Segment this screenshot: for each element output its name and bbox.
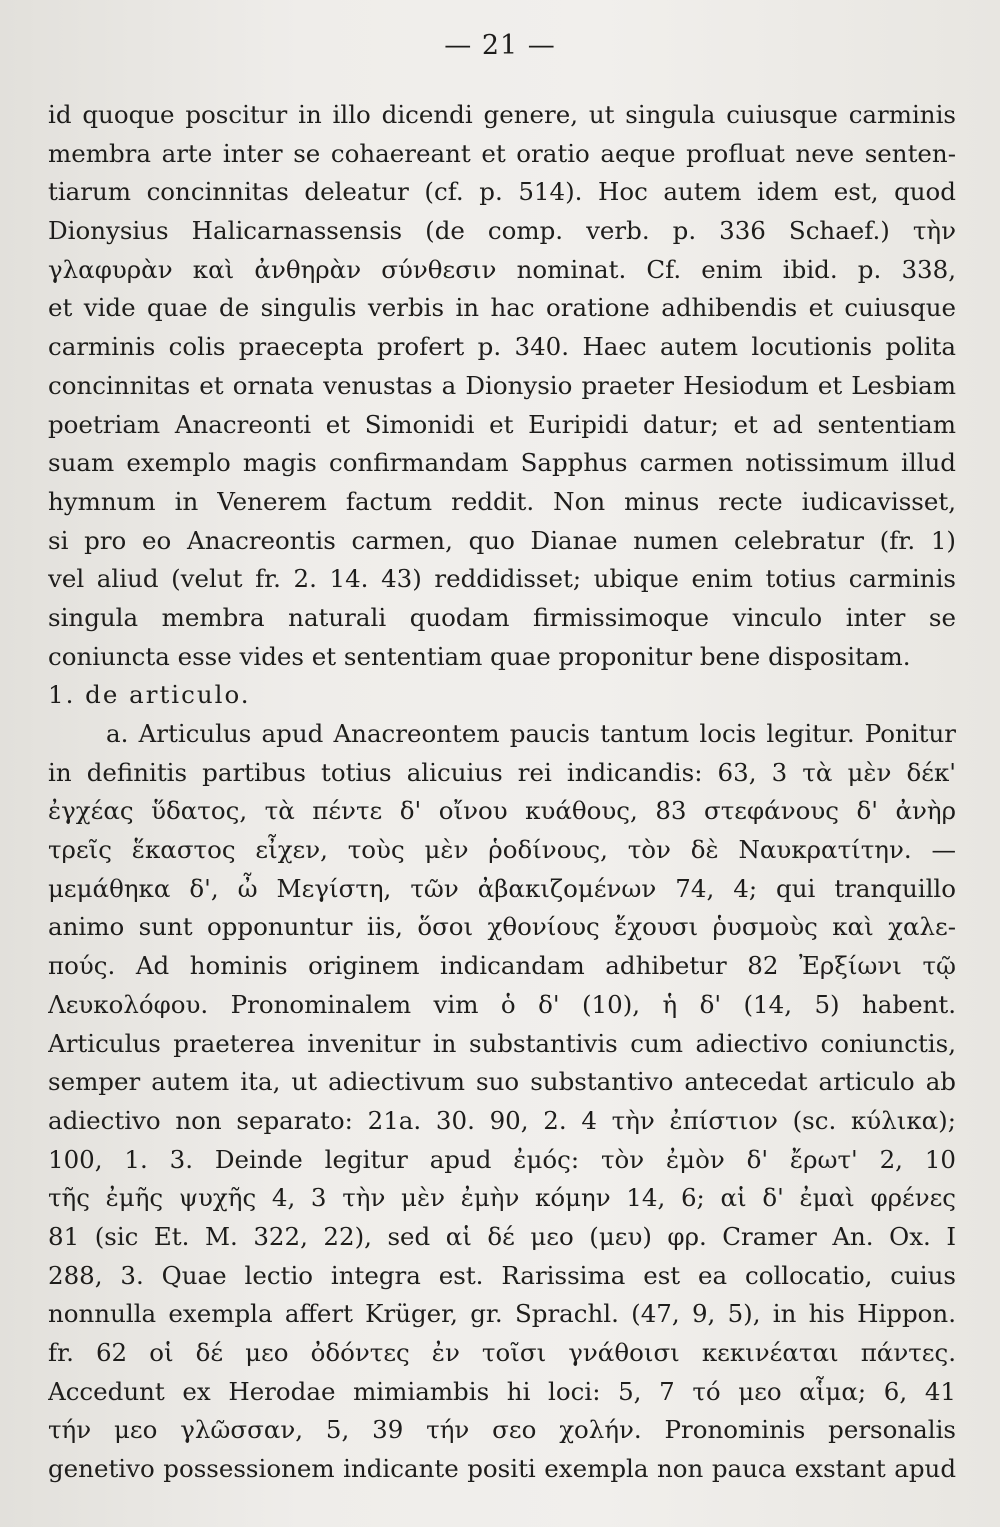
text-line: membra arte inter se cohaereant et oratio aeque profluat neve senten- [48, 138, 956, 168]
text-line: Articulus praeterea invenitur in substantivis cum adiectivo coniunctis, [48, 1028, 956, 1058]
text-line: si pro eo Anacreontis carmen, quo Dianae numen celebratur (fr. 1) [48, 525, 956, 555]
text-line: vel aliud (velut fr. 2. 14. 43) reddidisset; ubique enim totius carminis [48, 564, 956, 594]
text-line: Λευκολόφου. Pronominalem vim ὁ δ' (10), ἡ δ' (14, 5) habent. [48, 989, 956, 1019]
text-line: τῆς ἐμῆς ψυχῆς 4, 3 τὴν μὲν ἐμὴν κόμην 14, 6; αἱ δ' ἐμαὶ φρένες [48, 1183, 956, 1213]
text-line: poetriam Anacreonti et Simonidi et Euripidi datur; et ad sententiam [48, 409, 956, 439]
text-line: nonnulla exempla affert Krüger, gr. Sprachl. (47, 9, 5), in his Hippon. [48, 1299, 956, 1329]
text-line: γλαφυρὰν καὶ ἀνθηρὰν σύνθεσιν nominat. Cf. enim ibid. p. 338, [48, 254, 956, 284]
text-line: tiarum concinnitas deleatur (cf. p. 514). Hoc autem idem est, quod [48, 177, 956, 207]
text-line: πούς. Ad hominis originem indicandam adhibetur 82 Ἐρξίωνι τῷ [48, 951, 956, 981]
text-line: coniuncta esse vides et sententiam quae proponitur bene dispositam. [48, 641, 911, 671]
text-line: a. Articulus apud Anacreontem paucis tantum locis legitur. Ponitur [106, 719, 956, 748]
text-line: hymnum in Venerem factum reddit. Non minus recte iudicavisset, [48, 486, 956, 516]
text-line: fr. 62 οἱ δέ μεο ὀδόντες ἐν τοῖσι γνάθοισι κεκινέαται πάντες. [48, 1338, 956, 1367]
text-line: genetivo possessionem indicante positi exempla non pauca exstant apud [48, 1454, 956, 1484]
section-heading: 1. de articulo. [48, 680, 251, 710]
page-number: — 21 — [444, 30, 556, 61]
text-line: animo sunt opponuntur iis, ὅσοι χθονίους ἔχουσι ῥυσμοὺς καὶ χαλε- [48, 912, 956, 942]
text-line: singula membra naturali quodam firmissimoque vinculo inter se [48, 602, 956, 632]
text-line: id quoque poscitur in illo dicendi genere, ut singula cuiusque carminis [48, 100, 956, 129]
text-line: μεμάθηκα δ', ὦ Μεγίστη, τῶν ἀβακιζομένων 74, 4; qui tranquillo [48, 873, 956, 903]
text-line: carminis colis praecepta profert p. 340. Haec autem locutionis polita [48, 332, 956, 362]
text-line: ἐγχέας ὕδατος, τὰ πέντε δ' οἴνου κυάθους, 83 στεφάνους δ' ἀνὴρ [48, 796, 956, 826]
text-line: concinnitas et ornata venustas a Dionysio praeter Hesiodum et Lesbiam [48, 370, 956, 400]
text-line: Accedunt ex Herodae mimiambis hi loci: 5, 7 τό μεο αἷμα; 6, 41 [48, 1376, 956, 1406]
text-line: τρεῖς ἕκαστος εἶχεν, τοὺς μὲν ῥοδίνους, τὸν δὲ Ναυκρατίτην. — [48, 835, 956, 865]
text-line: 100, 1. 3. Deinde legitur apud ἐμός: τὸν ἐμὸν δ' ἔρωτ' 2, 10 [48, 1144, 956, 1174]
body-text [48, 96, 956, 1489]
text-line: 288, 3. Quae lectio integra est. Rarissima est ea collocatio, cuius [48, 1260, 956, 1290]
text-line: in definitis partibus totius alicuius rei indicandis: 63, 3 τὰ μὲν δέκ' [48, 757, 956, 787]
text-line: suam exemplo magis confirmandam Sapphus carmen notissimum illud [48, 448, 956, 478]
text-line: et vide quae de singulis verbis in hac oratione adhibendis et cuiusque [48, 293, 956, 323]
text-line: τήν μεο γλῶσσαν, 5, 39 τήν σεο χολήν. Pronominis personalis [48, 1415, 956, 1445]
text-line: 81 (sic Et. M. 322, 22), sed αἱ δέ μεο (μευ) φρ. Cramer An. Ox. I [48, 1221, 956, 1251]
text-line: adiectivo non separato: 21a. 30. 90, 2. 4 τὴν ἐπίστιον (sc. κύλικα); [48, 1105, 956, 1135]
text-line: semper autem ita, ut adiectivum suo substantivo antecedat articulo ab [48, 1067, 956, 1097]
text-line: Dionysius Halicarnassensis (de comp. verb. p. 336 Schaef.) τὴν [48, 216, 956, 246]
